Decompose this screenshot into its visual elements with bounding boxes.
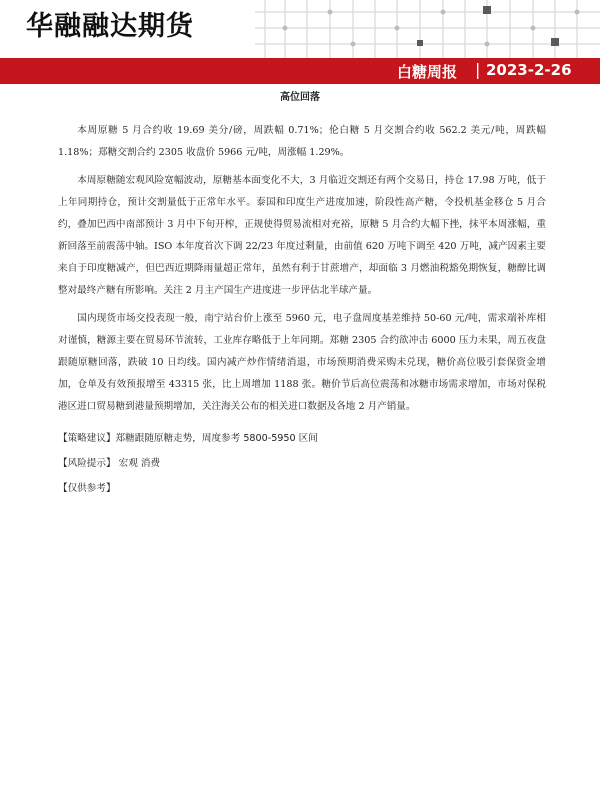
report-title-bar [0,58,600,84]
paragraph-market-summary: 本周原糖 5 月合约收 19.69 美分/磅，周跌幅 0.71%；伦白糖 5 月交割合约收 562.2 美元/吨，周跌幅 1.18%；郑糖交割合约 2305 收盘价 5966 元/吨，周涨幅 1.29%。 [58,125,546,158]
paragraph-international: 本周原糖随宏观风险宽幅波动，原糖基本面变化不大，3 月临近交割还有两个交易日，持仓 17.98 万吨，低于上年同期持仓，预计交割量低于正常年水平。泰国和印度生产进度加速，阶段性高产糖，令投机基金移仓 5 月合约，叠加巴西中南部预计 3 月中下旬开榨，正规使得贸易流相对充裕，原糖 5 月合约大幅下挫，抹平本周涨幅，重新回落至前震荡中轴。ISO 本年度首次下调 22/23 年度过剩量，由前值 620 万吨下调至 420 万吨，减产因素主要来自于印度糖减产，但巴西近期降雨量超正常年，虽然有利于甘蔗增产，却面临 3 月燃油税豁免期恢复，糖醇比调整对最终产糖有所影响。关注 2 月主产国生产进度进一步评估北半球产量。 [58,175,546,296]
header-decoration [255,0,600,58]
report-subtitle: 高位回落 [280,92,320,103]
company-logo: 华融融达期货 [26,11,194,42]
report-date: 2023-2-26 [486,61,572,79]
title-separator: | [475,60,481,79]
report-body [58,120,546,418]
report-title: 白糖周报 [397,63,458,81]
disclaimer: 【仅供参考】 [58,483,116,494]
paragraph-domestic: 国内现货市场交投表现一般，南宁站台价上涨至 5960 元，电子盘周度基差维持 50-60 元/吨，需求端补库相对谨慎，糖源主要在贸易环节流转，工业库存略低于上年同期。郑糖 2305 合约欲冲击 6000 压力未果，周五夜盘跟随原糖回落，跌破 10 日均线。国内减产炒作情绪消退，市场预期消费采购未兑现，糖价高位吸引套保资金增加，仓单及有效预报增至 43315 张，比上周增加 1188 张。糖价节后高位震荡和冰糖市场需求增加，市场对保税港区进口贸易糖到港量预期增加，关注海关公布的相关进口数据及各地 2 月产销量。 [58,313,546,412]
strategy-advice: 【策略建议】郑糖跟随原糖走势，周度参考 5800-5950 区间 [58,433,318,444]
page-header [0,0,600,58]
risk-warning: 【风险提示】 宏观 消费 [58,458,161,469]
